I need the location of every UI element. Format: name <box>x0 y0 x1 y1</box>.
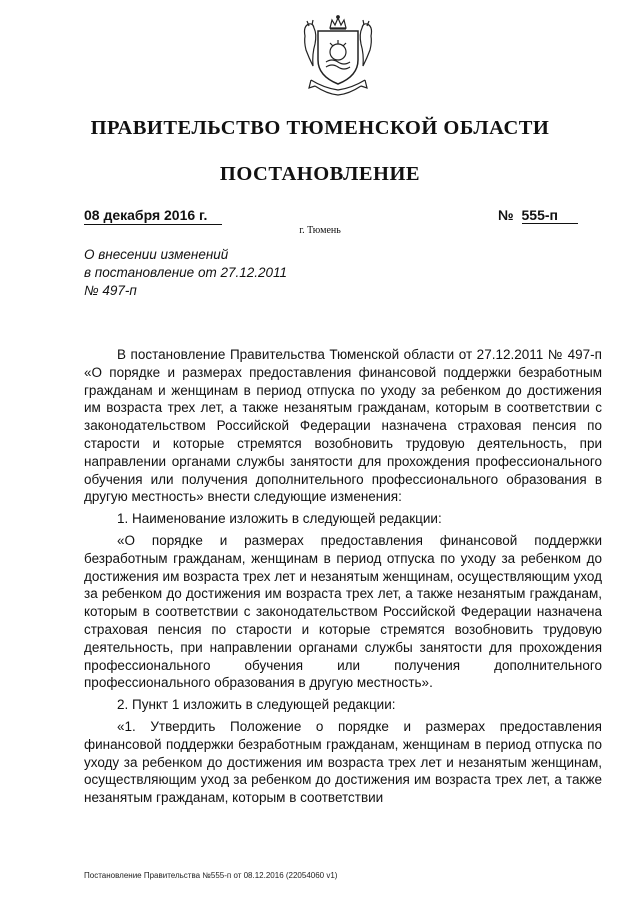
decree-body <box>84 346 602 811</box>
subject-line: № 497-п <box>84 283 137 298</box>
city-label: г. Тюмень <box>299 225 341 236</box>
subject-line: О внесении изменений <box>84 247 229 262</box>
body-paragraph: 1. Наименование изложить в следующей редакции: <box>117 511 442 527</box>
body-paragraph: «1. Утвердить Положение о порядке и размерах предоставления финансовой поддержки безработным гражданам, женщинам в период отпуска по уходу за ребенком до достижения им возраста трех лет и незанятым женщинам, осуществляющим уход за ребенком до достижения им возраста трех лет, а также незанятым гражданам, которым в соответствии <box>84 718 602 806</box>
body-paragraph: В постановление Правительства Тюменской области от 27.12.2011 № 497-п «О порядке и размерах предоставления финансовой поддержки безработным гражданам и женщинам в период отпуска по уходу за ребенком до достижения им возраста трех лет, а также незанятым гражданам, которым в соответствии с законодательством Российской Федерации назначена страховая пенсия по старости и которые стремятся возобновить трудовую деятельность, при направлении органами службы занятости для прохождения профессионального обучения или получения дополнительного профессионального образования в другую местность» внести следующие изменения: <box>84 347 602 505</box>
document-type-title: ПОСТАНОВЛЕНИЕ <box>219 163 421 185</box>
coat-of-arms-icon <box>299 14 377 98</box>
number-label: № <box>498 207 514 223</box>
organization-title: ПРАВИТЕЛЬСТВО ТЮМЕНСКОЙ ОБЛАСТИ <box>90 117 550 139</box>
decree-subject <box>84 246 287 300</box>
decree-date: 08 декабря 2016 г. <box>84 207 222 225</box>
subject-line: в постановление от 27.12.2011 <box>84 265 288 280</box>
page-footer: Постановление Правительства №555-п от 08.12.2016 (22054060 v1) <box>84 871 338 880</box>
body-paragraph: 2. Пункт 1 изложить в следующей редакции: <box>117 697 396 713</box>
body-paragraph: «О порядке и размерах предоставления финансовой поддержки безработным гражданам, женщинам в период отпуска по уходу за ребенком до достижения им возраста трех лет и незанятым женщинам, осуществляющим уход за ребенком до достижения им возраста трех лет, а также незанятым гражданам, которым в соответствии с законодательством Российской Федерации назначена страховая пенсия по старости и которые стремятся возобновить трудовую деятельность, при направлении органами службы занятости для прохождения профессионального обучения или получения дополнительного профессионального образования в другую местность». <box>84 532 602 691</box>
number-value: 555-п <box>522 207 578 224</box>
decree-number <box>498 207 578 224</box>
